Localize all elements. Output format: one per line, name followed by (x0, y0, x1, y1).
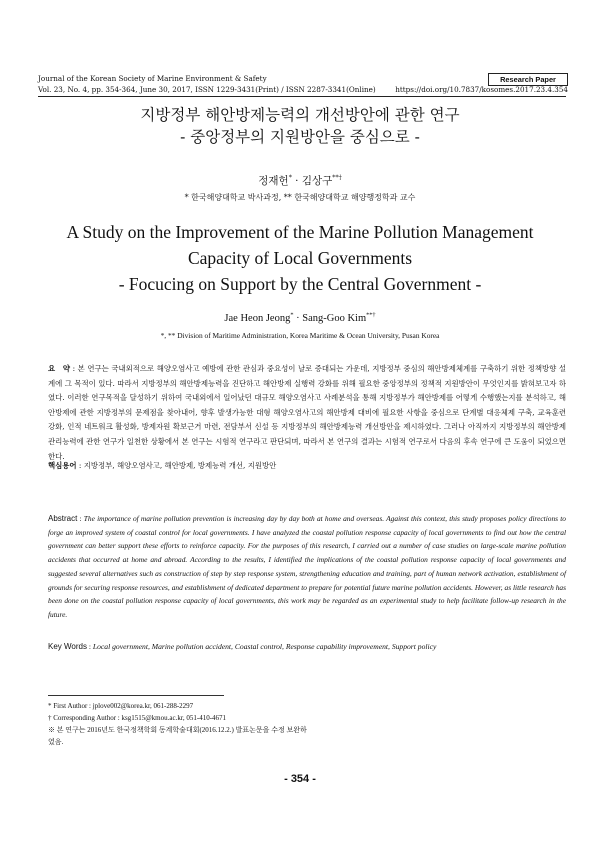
english-title-line1: A Study on the Improvement of the Marine Pollution Management (66, 222, 534, 242)
article-type-badge: Research Paper (488, 73, 568, 86)
korean-affiliation: * 한국해양대학교 박사과정, ** 한국해양대학교 해양행정학과 교수 (184, 193, 416, 202)
korean-subtitle: - 중앙정부의 지원방안을 중심으로 - (180, 128, 420, 146)
english-subtitle: - Focucing on Support by the Central Government - (118, 274, 482, 294)
english-keywords-text: Local government, Marine pollution accident, Coastal control, Response capability improvement, Support policy (92, 642, 437, 651)
footnote-rule (48, 695, 224, 696)
english-abstract: Abstract : The importance of marine pollution prevention is increasing day by day both at home and overseas. Against this context, this study proposes policy directions to forge an improved system of coastal control for local governments. I have analyzed the coastal pollution response capacity of local governments to find out how the central government can better support these efforts to reinforce capacity. For the purposes of this research, I carried out a number of case studies on large-scale marine pollution accidents that occurred at home and abroad. According to the results, I identified the implications of the coastal pollution response capacity of local governments and suggested several alternatives such as construction of step by step response system, strengthening education and training, part of human network activation, establishment of grounds for securing response resources, and establishment of dedicated department to prepare for potential future marine pollution accidents. However, as little research has been done on the coastal pollution response capacity of local governments, this work may be regarded as an experimental study to help facilitate follow-up research in the future. (48, 514, 566, 619)
korean-author-2-mark: **† (332, 174, 342, 182)
footnote-corresponding-author: † Corresponding Author : ksg1515@kmou.ac.kr, 051-410-4671 (48, 714, 227, 722)
korean-title (0, 104, 600, 148)
footnote-first-author: * First Author : jplove002@korea.kr, 061-288-2297 (48, 702, 194, 710)
journal-volume-info: Vol. 23, No. 4, pp. 354-364, June 30, 2017, ISSN 1229-3431(Print) / ISSN 2287-3341(Online) (38, 85, 376, 94)
english-author-1-mark: * (290, 311, 294, 319)
english-keywords: Key Words : Local government, Marine pollution accident, Coastal control, Response capability improvement, Support policy (48, 642, 437, 651)
author-separator: · (291, 175, 302, 187)
english-affiliation: *, ** Division of Maritime Administration, Korea Maritime & Ocean University, Pusan Korea (160, 331, 440, 340)
page-number: - 354 - (284, 773, 316, 785)
korean-author-1: 정재헌 (258, 175, 289, 187)
korean-authors (0, 173, 600, 188)
english-author-2: Sang-Goo Kim (302, 313, 367, 324)
english-author-2-mark: **† (366, 311, 376, 319)
header-rule (38, 96, 566, 97)
korean-abstract-label: 요 약 (48, 364, 71, 373)
korean-title-line1: 지방정부 해안방제능력의 개선방안에 관한 연구 (140, 106, 460, 124)
english-author-1: Jae Heon Jeong (224, 313, 291, 324)
author-separator: · (293, 313, 303, 324)
footnotes (48, 700, 308, 748)
korean-keywords-label: 핵심용어 (48, 461, 77, 470)
doi-link[interactable]: https://doi.org/10.7837/kosomes.2017.23.4.354 (395, 85, 568, 94)
korean-author-1-mark: * (288, 174, 292, 182)
korean-keywords: 핵심용어 : 지방정부, 해양오염사고, 해안방제, 방제능력 개선, 지원방안 (48, 461, 277, 470)
english-abstract-text: The importance of marine pollution prevention is increasing day by day both at home and overseas. Against this context, this study proposes policy directions to forge an improved system of coastal control for local governments. I have analyzed the coastal pollution response capacity of local governments to find out how the central government can better support these efforts to reinforce capacity. For the purposes of this research, I carried out a number of case studies on large-scale marine pollution accidents that occurred at home and abroad. According to the results, I identified the implications of the coastal pollution response capacity of local governments and suggested several alternatives such as construction of step by step response system, strengthening education and training, part of human network activation, establishment of grounds for securing response resources, and establishment of dedicated department to prepare for potential future marine pollution accidents. However, as little research has been done on the coastal pollution response capacity of local governments, this work may be regarded as an experimental study to help facilitate follow-up research in the future. (48, 514, 566, 619)
english-abstract-label: Abstract (48, 514, 78, 523)
korean-author-2: 김상구 (301, 175, 333, 187)
english-title-line2: Capacity of Local Governments (187, 248, 413, 268)
english-title (0, 219, 600, 297)
korean-abstract: 요 약 : 본 연구는 국내외적으로 해양오염사고 예방에 관한 관심과 중요성이 날로 증대되는 가운데, 지방정부 중심의 해안방제체계를 구축하기 위한 정책방향 설계에 그 목적이 있다. 따라서 지방정부의 해안방제능력을 진단하고 해안방제 실행력 강화를 위해 필요한 중앙정부의 정책적 지원방안이 무엇인지를 밝혀보고자 하였다. 이러한 연구목적을 달성하기 위하여 국내외에서 일어났던 대규모 해양오염사고 사례분석을 통해 지방정부가 해안방제를 어떻게 수행했는지를 분석하고, 해안방제에 관한 지방정부의 문제점을 찾아내어, 향후 발생가능한 대형 해양오염사고의 해안방제 대비에 필요한 사항을 중심으로 단계별 대응체제 구축, 교육훈련 강화, 인적 네트워크 활성화, 방제자원 확보근거 마련, 전담부서 신설 등 지방정부의 해안방제능력 개선방안을 제시하였다. 그러나 아직까지 지방정부의 해안방제관리능력에 관한 연구가 일천한 상황에서 본 연구는 시험적 연구라고 판단되며, 따라서 본 연구의 결과는 시험적 연구로서 다음의 후속 연구에 큰 도움이 되었으면 한다. (48, 364, 566, 461)
journal-name: Journal of the Korean Society of Marine Environment & Safety (38, 74, 267, 83)
english-authors (0, 313, 600, 324)
english-keywords-label: Key Words (48, 642, 87, 651)
korean-abstract-text: 본 연구는 국내외적으로 해양오염사고 예방에 관한 관심과 중요성이 날로 증대되는 가운데, 지방정부 중심의 해안방제체계를 구축하기 위한 정책방향 설계에 그 목적이 있다. 따라서 지방정부의 해안방제능력을 진단하고 해안방제 실행력 강화를 위해 필요한 중앙정부의 정책적 지원방안이 무엇인지를 밝혀보고자 하였다. 이러한 연구목적을 달성하기 위하여 국내외에서 일어났던 대규모 해양오염사고 사례분석을 통해 지방정부가 해안방제를 어떻게 수행했는지를 분석하고, 해안방제에 관한 지방정부의 문제점을 찾아내어, 향후 발생가능한 대형 해양오염사고의 해안방제 대비에 필요한 사항을 중심으로 단계별 대응체제 구축, 교육훈련 강화, 인적 네트워크 활성화, 방제자원 확보근거 마련, 전담부서 신설 등 지방정부의 해안방제능력 개선방안을 제시하였다. 그러나 아직까지 지방정부의 해안방제관리능력에 관한 연구가 일천한 상황에서 본 연구는 시험적 연구라고 판단되며, 따라서 본 연구의 결과는 시험적 연구로서 다음의 후속 연구에 큰 도움이 되었으면 한다. (48, 364, 566, 461)
footnote-presentation-note: ※ 본 연구는 2016년도 한국정책학회 동계학술대회(2016.12.2.) 발표논문을 수정 보완하였음. (48, 726, 307, 746)
korean-keywords-text: 지방정부, 해양오염사고, 해안방제, 방제능력 개선, 지원방안 (83, 461, 277, 470)
